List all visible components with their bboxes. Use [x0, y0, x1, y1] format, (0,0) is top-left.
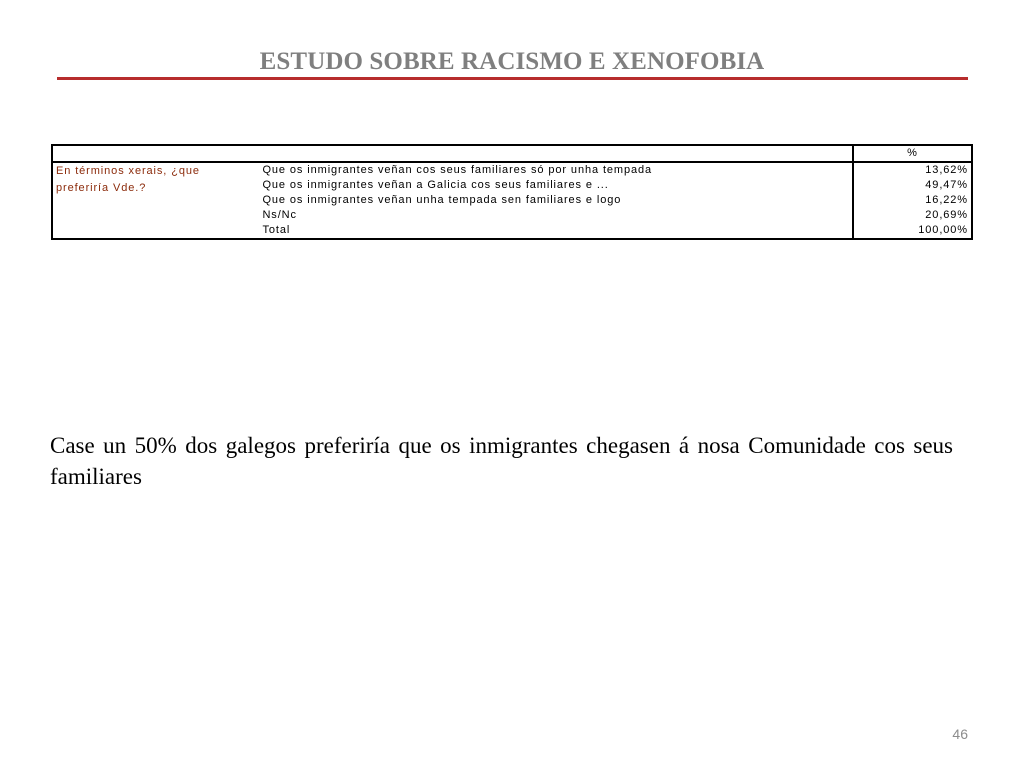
slide-title: ESTUDO SOBRE RACISMO E XENOFOBIA	[259, 48, 765, 75]
answer-cell: Total	[262, 224, 291, 236]
table-row	[52, 162, 972, 178]
answer-cell: Que os inmigrantes veñan a Galicia cos seus familiares e ...	[262, 179, 609, 191]
answer-cell: Que os inmigrantes veñan unha tempada sen familiares e logo	[262, 194, 622, 206]
header-blank-cell	[259, 145, 853, 162]
value-cell: 20,69%	[853, 208, 972, 223]
header-percent: %	[853, 145, 972, 162]
summary-text: Case un 50% dos galegos preferiría que os inmigrantes chegasen á nosa Comunidade cos seus familiares	[50, 433, 953, 489]
value-cell: 16,22%	[853, 193, 972, 208]
value-cell: 100,00%	[853, 223, 972, 239]
question-cell: En términos xerais, ¿que preferiría Vde.?	[56, 165, 200, 194]
value-cell: 49,47%	[853, 178, 972, 193]
survey-table	[51, 144, 973, 240]
table-header-row	[52, 145, 972, 162]
answer-cell: Que os inmigrantes veñan cos seus familiares só por unha tempada	[262, 164, 653, 176]
value-cell: 13,62%	[853, 162, 972, 178]
title-underline	[57, 77, 968, 80]
answer-cell: Ns/Nc	[262, 209, 297, 221]
page-number: 46	[952, 726, 968, 742]
header-blank-cell	[52, 145, 259, 162]
